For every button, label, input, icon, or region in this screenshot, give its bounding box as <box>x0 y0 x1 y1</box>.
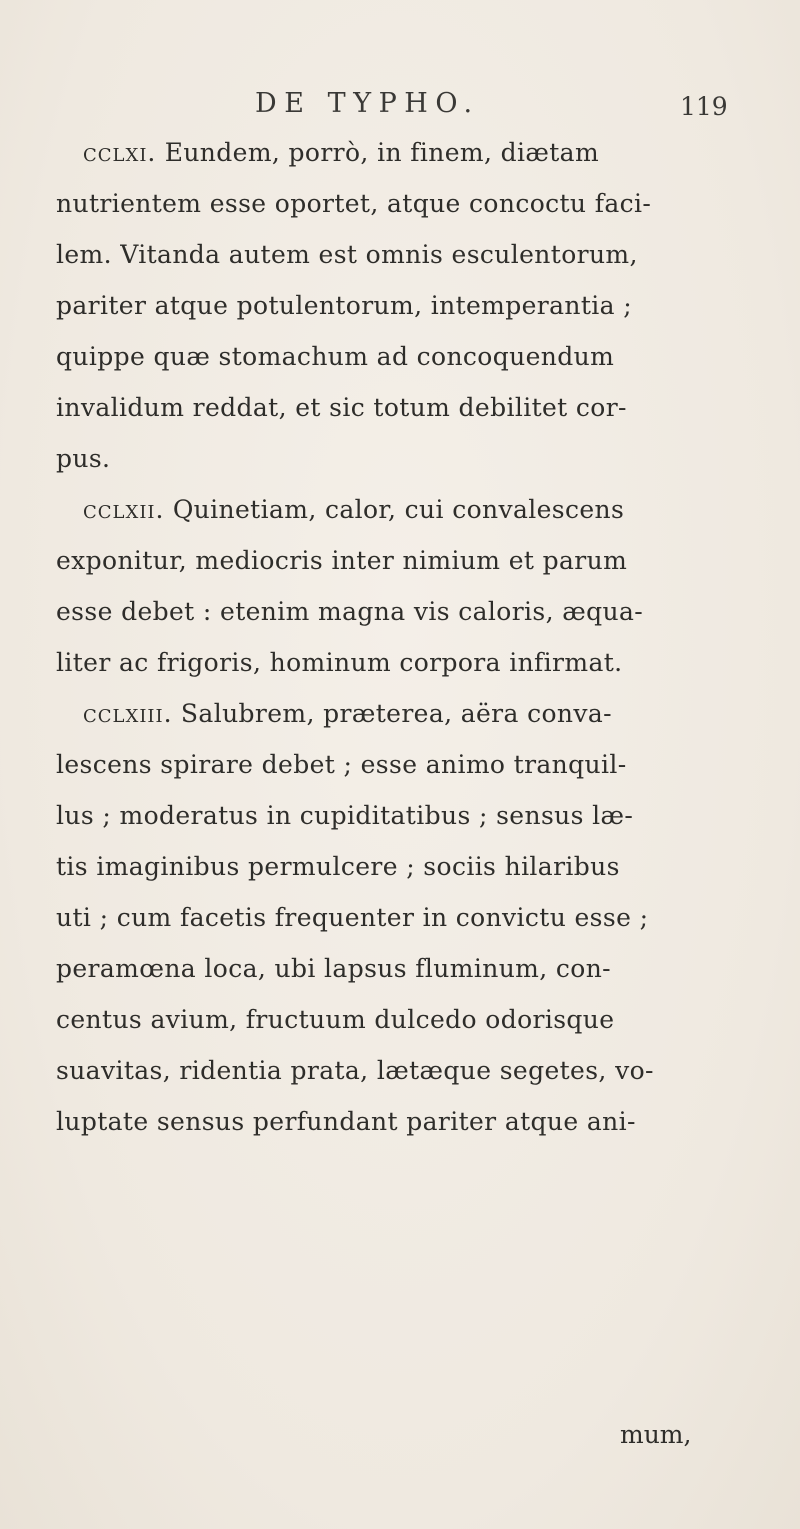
paragraph-line <box>83 130 599 176</box>
paragraph-line: esse debet : etenim magna vis caloris, æqua- <box>56 597 644 626</box>
paragraph-line: quippe quæ stomachum ad concoquendum <box>56 342 615 371</box>
paragraph-line: nutrientem esse oportet, atque concoctu faci- <box>56 189 652 218</box>
paragraph-line <box>83 487 624 533</box>
catchword: mum, <box>620 1420 692 1449</box>
paragraph-line: liter ac frigoris, hominum corpora infirmat. <box>56 648 623 677</box>
paragraph-line: luptate sensus perfundant pariter atque ani- <box>56 1107 636 1136</box>
paragraph-line: lem. Vitanda autem est omnis esculentorum, <box>56 240 638 269</box>
paragraph-line: tis imaginibus permulcere ; sociis hilaribus <box>56 852 620 881</box>
line-text: Quinetiam, calor, cui convalescens <box>172 495 625 524</box>
line-text: Eundem, porrò, in finem, diætam <box>164 138 600 167</box>
paragraph-line: pariter atque potulentorum, intemperantia ; <box>56 291 633 320</box>
paragraph-line: peramœna loca, ubi lapsus fluminum, con- <box>56 954 611 983</box>
section-number: cclxii. <box>83 495 165 524</box>
paragraph-line <box>83 691 612 737</box>
paragraph-line: invalidum reddat, et sic totum debilitet cor- <box>56 393 627 422</box>
paragraph-line: lescens spirare debet ; esse animo tranquil- <box>56 750 627 779</box>
section-number: cclxi. <box>83 138 157 167</box>
page-number: 119 <box>680 92 728 121</box>
paragraph-line: suavitas, ridentia prata, lætæque segetes, vo- <box>56 1056 654 1085</box>
section-number: cclxiii. <box>83 699 173 728</box>
page-header <box>0 88 800 128</box>
paragraph-line: lus ; moderatus in cupiditatibus ; sensus læ- <box>56 801 634 830</box>
paragraph-line: centus avium, fructuum dulcedo odorisque <box>56 1005 615 1034</box>
running-head: DE TYPHO. <box>255 88 480 119</box>
line-text: Salubrem, præterea, aëra conva- <box>180 699 612 728</box>
paragraph-line: exponitur, mediocris inter nimium et parum <box>56 546 628 575</box>
paragraph-line: pus. <box>56 444 111 473</box>
paragraph-line: uti ; cum facetis frequenter in convictu esse ; <box>56 903 649 932</box>
